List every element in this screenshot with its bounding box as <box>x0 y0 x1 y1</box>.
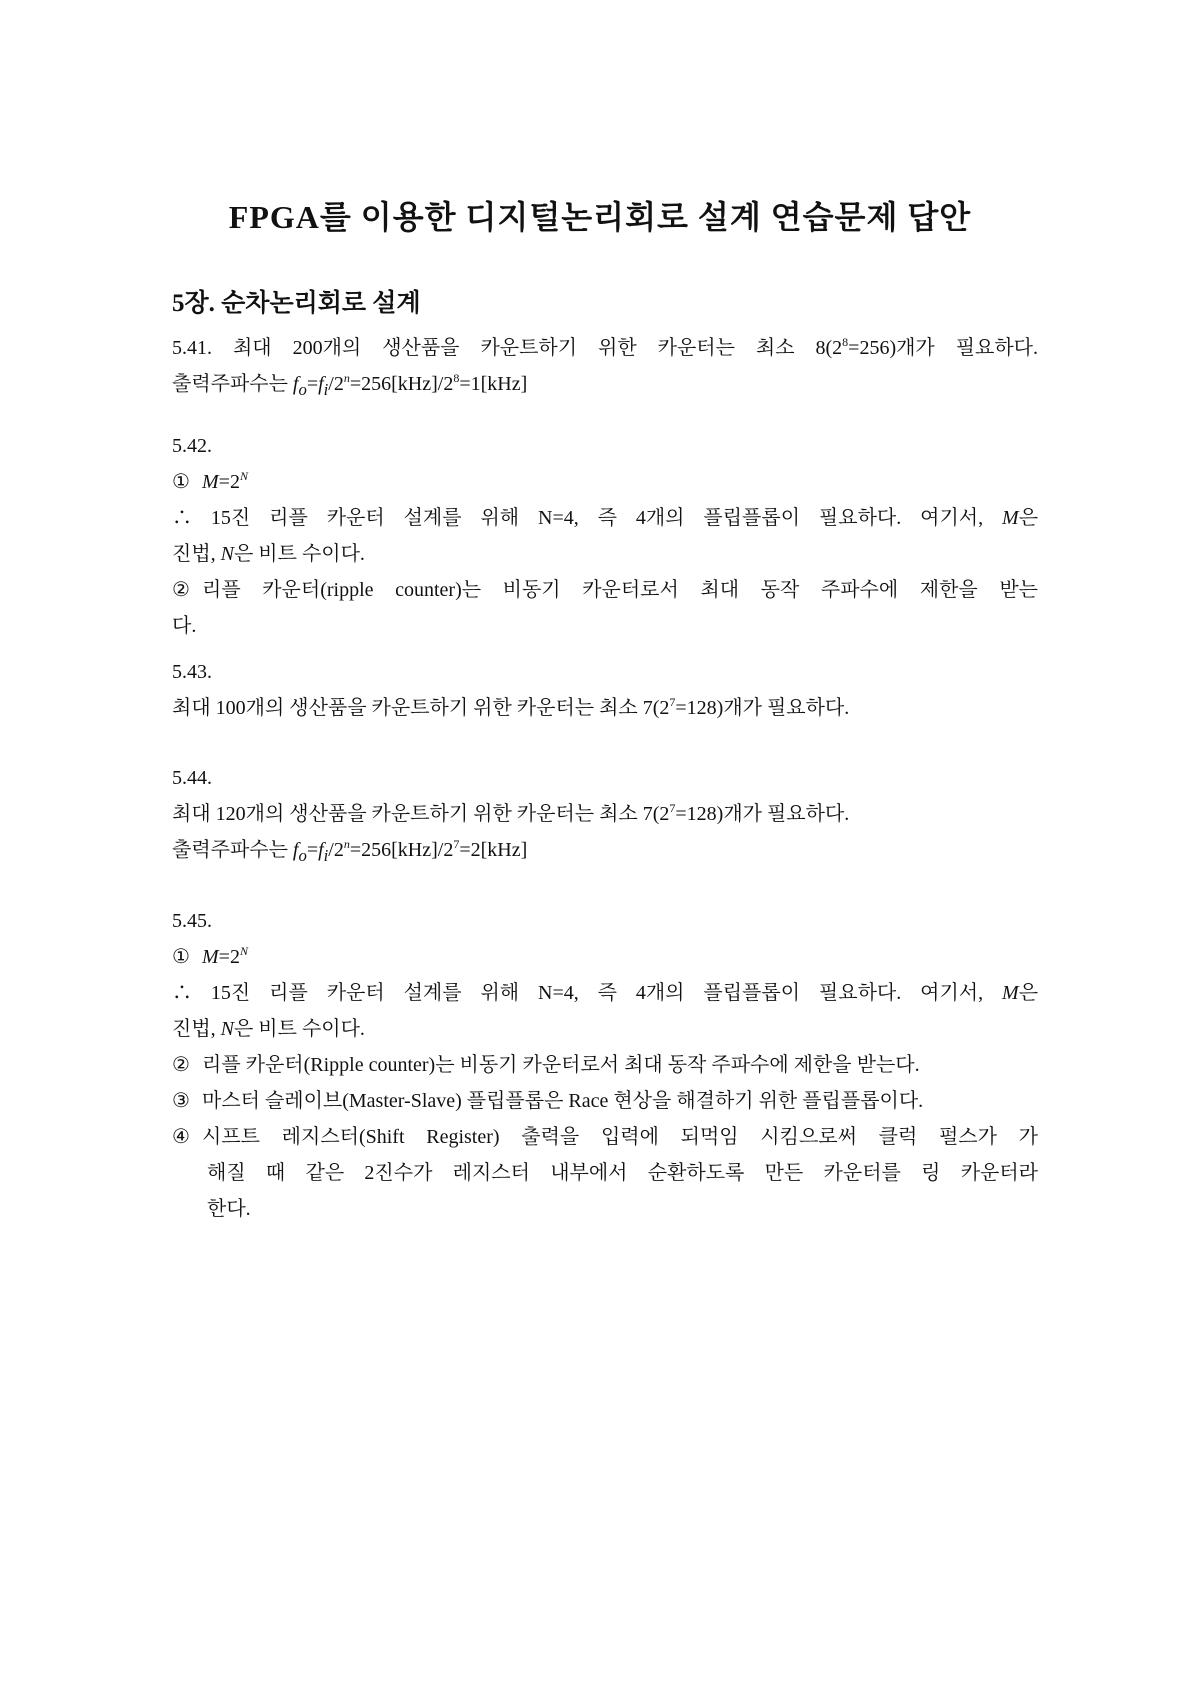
answer-5-44-line-2: 출력주파수는 $f_o=f_i/2^n=256[kHz]/2^7=2[kHz]$ <box>172 837 528 865</box>
answer-5-44 <box>172 760 1038 868</box>
answer-5-44-line-1: 최대 120개의 생산품을 카운트하기 위한 카운터는 최소 $7(2^7=128)$개가 필요하다. <box>172 801 850 825</box>
answer-5-45-number: 5.45. <box>172 910 212 932</box>
answer-5-44-number: 5.44. <box>172 767 212 789</box>
answer-5-41 <box>172 330 1038 402</box>
answer-5-42-line-3: 진법, N은 비트 수이다. <box>172 543 365 565</box>
answer-5-45-line-3: 진법, N은 비트 수이다. <box>172 1018 365 1040</box>
answer-5-45 <box>172 903 1038 1227</box>
answer-5-42-line-2: ∴ 15진 리플 카운터 설계를 위해 N=4, 즉 4개의 플립플롭이 필요하다. 여기서, M은 <box>172 507 1039 529</box>
answer-5-41-line-1: 5.41. 최대 200개의 생산품을 카운트하기 위한 카운터는 최소 $8(2^8=256)$개가 필요하다. <box>172 335 1039 359</box>
answer-5-42 <box>172 428 1038 644</box>
answer-5-42-line-4: ② 리플 카운터(ripple counter)는 비동기 카운터로서 최대 동작 주파수에 제한을 받는 <box>172 579 1038 601</box>
answer-5-42-line-5: 다. <box>172 615 197 637</box>
answer-5-42-number: 5.42. <box>172 435 212 457</box>
answer-5-41-line-2: 출력주파수는 $f_o=f_i/2^n=256[kHz]/2^8=1[kHz]$ <box>172 371 528 399</box>
answer-5-43 <box>172 654 1038 726</box>
document-title: FPGA를 이용한 디지털논리회로 설계 연습문제 답안 <box>228 199 972 235</box>
answer-5-45-line-5: ③ 마스터 슬레이브(Master-Slave) 플립플롭은 Race 현상을 해결하기 위한 플립플롭이다. <box>172 1090 924 1112</box>
answer-5-45-line-2: ∴ 15진 리플 카운터 설계를 위해 N=4, 즉 4개의 플립플롭이 필요하다. 여기서, M은 <box>172 982 1039 1004</box>
answer-5-43-line-1: 최대 100개의 생산품을 카운트하기 위한 카운터는 최소 $7(2^7=128)$개가 필요하다. <box>172 695 850 719</box>
answer-5-43-number: 5.43. <box>172 661 212 683</box>
answer-5-45-formula: ① $M=2^N$ <box>172 944 248 968</box>
answer-5-45-line-8: 한다. <box>207 1198 251 1220</box>
answer-5-42-formula: ① $M=2^N$ <box>172 469 248 493</box>
chapter-heading: 5장. 순차논리회로 설계 <box>172 290 421 317</box>
answer-5-45-line-4: ② 리플 카운터(Ripple counter)는 비동기 카운터로서 최대 동작 주파수에 제한을 받는다. <box>172 1054 920 1076</box>
answer-5-45-line-7: 해질 때 같은 2진수가 레지스터 내부에서 순환하도록 만든 카운터를 링 카운터라 <box>207 1162 1038 1184</box>
answer-5-45-line-6: ④ 시프트 레지스터(Shift Register) 출력을 입력에 되먹임 시킴으로써 클럭 펄스가 가 <box>172 1126 1038 1148</box>
